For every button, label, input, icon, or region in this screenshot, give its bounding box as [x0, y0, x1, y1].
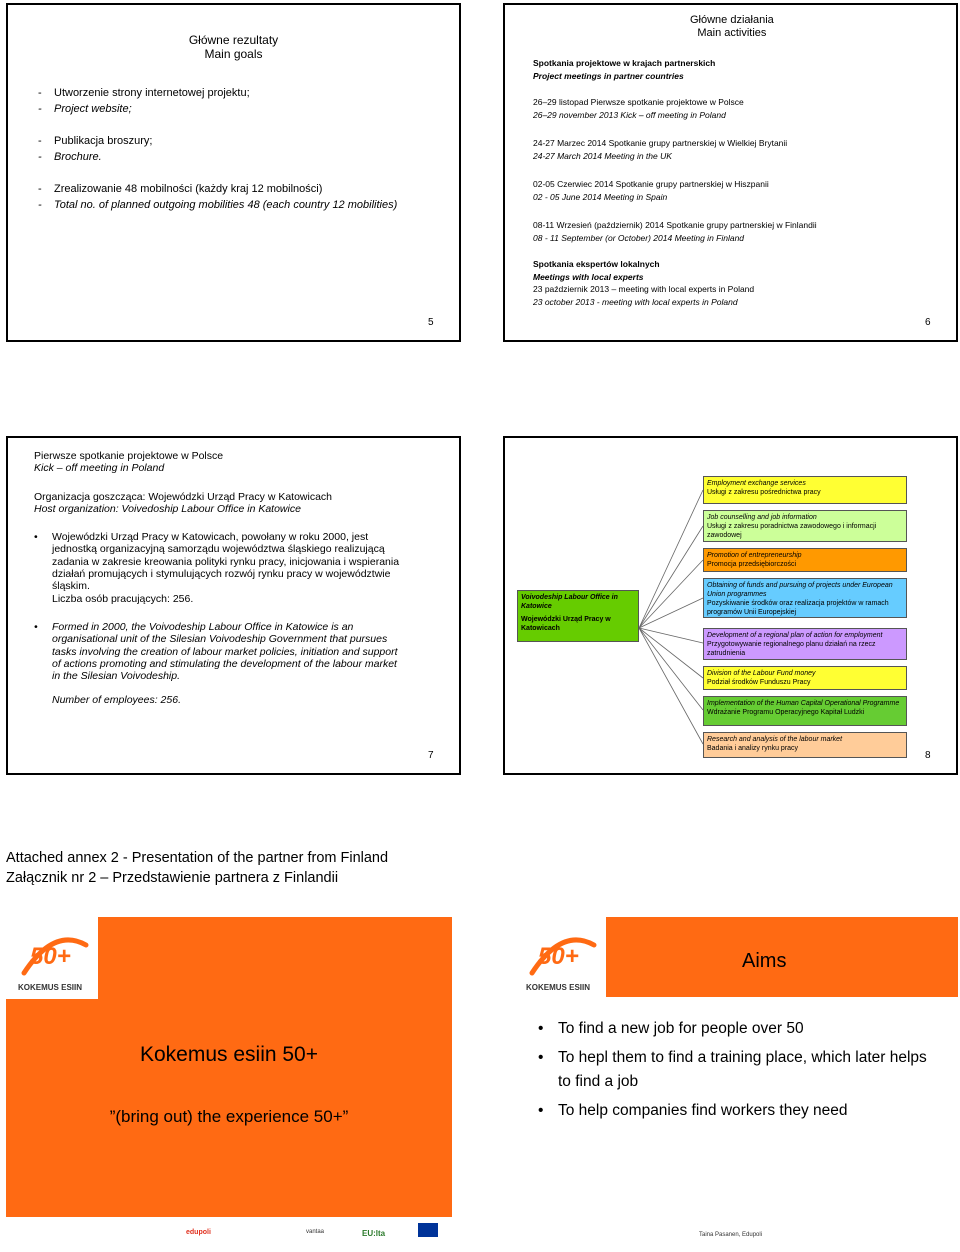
slide-number: 7 — [428, 750, 434, 761]
box-pl: Wdrażanie Programu Operacyjnego Kapitał Ludzki — [707, 709, 865, 716]
section-heading: Spotkania projektowe w krajach partnerskich — [533, 58, 716, 68]
slide-number: 5 — [428, 317, 434, 328]
box-en: Implementation of the Human Capital Operational Programme — [707, 700, 900, 707]
meeting-pl: 08-11 Wrzesień (październik) 2014 Spotkanie grupy partnerskiej w Finlandii — [533, 220, 817, 230]
sponsor-logo: edupoli — [186, 1229, 211, 1236]
box-pl: Pozyskiwanie środków oraz realizacja projektów w ramach programów Unii Europejskiej — [707, 600, 889, 616]
slide-6 — [503, 3, 958, 342]
goal-item: - Publikacja broszury; — [38, 133, 397, 149]
slide-footer: Taina Pasanen, Edupoli — [699, 1232, 763, 1238]
activities-body — [533, 57, 817, 308]
title-pl: Główne działania — [690, 14, 774, 26]
meeting-en: 26–29 november 2013 Kick – off meeting in Poland — [533, 109, 726, 120]
logo-text: KOKEMUS ESIIN — [526, 983, 591, 992]
slide-7 — [6, 436, 461, 775]
meeting-pl: 02-05 Czerwiec 2014 Spotkanie grupy partnerskiej w Hiszpanii — [533, 179, 769, 189]
title-en: Main goals — [204, 47, 263, 61]
box-en: Development of a regional plan of action for employment — [707, 632, 883, 639]
caption-pl: Załącznik nr 2 – Przedstawienie partnera z Finlandii — [6, 870, 339, 886]
box-pl: Przygotowywanie regionalnego planu działań na rzecz zatrudnienia — [707, 641, 876, 657]
slide-heading: Kokemus esiin 50+ — [139, 1043, 319, 1066]
goal-item: - Utworzenie strony internetowej projektu; — [38, 85, 397, 101]
kokemus-logo — [14, 925, 94, 995]
logo-number: 50+ — [538, 943, 579, 970]
org-box — [703, 548, 907, 572]
slide-6-title — [690, 14, 774, 40]
org-box — [703, 666, 907, 690]
org-box — [703, 578, 907, 618]
box-pl: Usługi z zakresu pośrednictwa pracy — [707, 489, 821, 496]
title-pl: Główne rezultaty — [188, 33, 279, 47]
logo-text: KOKEMUS ESIIN — [18, 983, 83, 992]
aim-item: • To find a new job for people over 50 — [538, 1017, 938, 1041]
meeting-pl: 26–29 listopad Pierwsze spotkanie projektowe w Polsce — [533, 97, 744, 107]
box-pl: Badania i analizy rynku pracy — [707, 745, 799, 752]
section-heading: Meetings with local experts — [533, 271, 644, 282]
host-pl: Organizacja goszcząca: Wojewódzki Urząd Pracy w Katowicach — [34, 490, 333, 503]
paragraph-pl — [34, 531, 399, 605]
meeting-pl: 24-27 Marzec 2014 Spotkanie grupy partnerskiej w Wielkiej Brytanii — [533, 138, 788, 148]
box-en: Employment exchange services — [707, 480, 806, 487]
slide-aims — [514, 917, 958, 1247]
org-root-box — [517, 590, 639, 642]
sponsor-logo: EU:lta — [362, 1229, 386, 1238]
meeting-en: 08 - 11 September (or October) 2014 Meeting in Finland — [533, 232, 745, 243]
sponsor-logo: vantaa — [306, 1229, 325, 1235]
box-en: Research and analysis of the labour market — [707, 736, 843, 743]
host-en: Host organization: Voivedoship Labour Office in Katowice — [34, 502, 301, 515]
box-en: Division of the Labour Fund money — [707, 670, 816, 677]
box-pl: Podział środków Funduszu Pracy — [707, 679, 811, 686]
meeting-en: 24-27 March 2014 Meeting in the UK — [533, 150, 672, 161]
goal-item: - Project website; — [38, 101, 397, 117]
paragraph-line: • Wojewódzki Urząd Pracy w Katowicach, powołany w roku 2000, jest — [52, 531, 369, 544]
box-pl: Promocja przedsiębiorczości — [707, 561, 797, 568]
kickoff-body — [34, 450, 399, 707]
box-en: Obtaining of funds and pursuing of projects under European Union programmes — [707, 582, 893, 598]
slide-subheading: ”(bring out) the experience 50+” — [109, 1107, 349, 1126]
slide-8 — [503, 436, 958, 775]
aims-list — [538, 1017, 938, 1128]
employees-pl: Liczba osób pracujących: 256. — [52, 592, 194, 605]
kokemus-logo — [522, 925, 602, 995]
org-box — [703, 476, 907, 504]
aim-item: • To hepl them to find a training place, which later helps to find a job — [538, 1046, 938, 1094]
paragraph-line: • Formed in 2000, the Voivodeship Labour Office in Katowice is an — [52, 620, 354, 633]
org-box — [703, 696, 907, 726]
box-en: Promotion of entrepreneurship — [707, 552, 802, 559]
org-box — [703, 628, 907, 660]
org-box — [703, 510, 907, 542]
title-en: Main activities — [697, 27, 767, 39]
org-box — [703, 732, 907, 758]
slide-number: 6 — [925, 317, 931, 328]
paragraph-line: działań promujących i stymulujących rozwój rynku pracy w województwie — [52, 568, 391, 581]
aim-item: • To help companies find workers they need — [538, 1099, 938, 1123]
local-meeting-pl: 23 październik 2013 – meeting with local experts in Poland — [533, 284, 755, 294]
goal-item: - Brochure. — [38, 149, 397, 165]
root-en: Voivodeship Labour Office in Katowice — [521, 594, 618, 610]
local-meeting-en: 23 october 2013 - meeting with local experts in Poland — [533, 296, 738, 307]
slide-5 — [6, 3, 461, 342]
paragraph-line: in the Silesian Voivodeship. — [52, 670, 181, 683]
paragraph-line: tasks involving the creation of labour market policies, initiation and support — [52, 645, 398, 658]
paragraph-line: organisational unit of the Silesian Voivodeship Government that pursues — [52, 633, 388, 646]
slide-number: 8 — [925, 750, 931, 761]
goals-list — [38, 85, 397, 213]
meeting-en: 02 - 05 June 2014 Meeting in Spain — [533, 191, 668, 202]
logo-number: 50+ — [30, 943, 71, 970]
paragraph-line: śląskim. — [52, 580, 90, 593]
paragraph-line: of actions promoting and stimulating the development of the labour market — [52, 657, 397, 670]
section-heading: Spotkania ekspertów lokalnych — [533, 259, 660, 269]
goal-item: - Zrealizowanie 48 mobilności (każdy kraj 12 mobilności) — [38, 181, 397, 197]
caption-en: Attached annex 2 - Presentation of the partner from Finland — [6, 850, 389, 866]
slide-5-title — [8, 33, 459, 61]
paragraph-en — [34, 621, 399, 707]
employees-en: Number of employees: 256. — [52, 694, 181, 707]
box-en: Job counselling and job information — [707, 514, 817, 521]
slide-title: Aims — [742, 950, 787, 972]
box-pl: Usługi z zakresu poradnictwa zawodowego i informacji zawodowej — [707, 523, 877, 539]
root-pl: Wojewódzki Urząd Pracy w Katowicach — [521, 616, 611, 632]
paragraph-line: jednostką organizacyjną samorządu województwa śląskiego realizującą — [52, 543, 385, 556]
heading-pl: Pierwsze spotkanie projektowe w Polsce — [34, 450, 224, 462]
heading-en: Kick – off meeting in Poland — [34, 462, 165, 475]
eu-flag-icon — [418, 1223, 438, 1237]
goal-item: - Total no. of planned outgoing mobilities 48 (each country 12 mobilities) — [38, 197, 397, 213]
slide-kokemus-title — [6, 917, 452, 1247]
section-heading: Project meetings in partner countries — [533, 70, 684, 81]
paragraph-line: zadania w zakresie kreowania polityki rynku pracy, inicjowania i wspierania — [52, 555, 400, 568]
